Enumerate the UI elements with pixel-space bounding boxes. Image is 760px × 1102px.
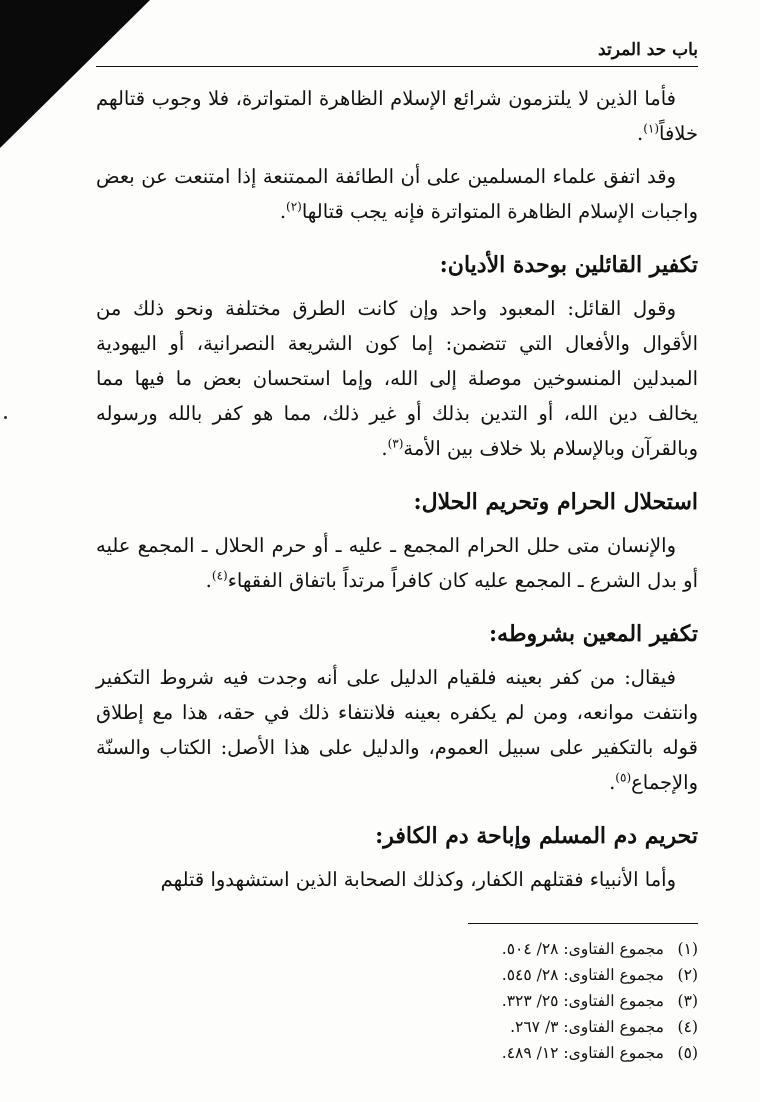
footnote-ref[interactable]: (١) [643, 121, 660, 136]
footnote-divider [468, 923, 698, 924]
footnote-ref[interactable]: (٥) [615, 770, 632, 785]
footnote-text: مجموع الفتاوى: ٢٨/ ٥٠٤. [501, 940, 664, 958]
paragraph: وأما الأنبياء فقتلهم الكفار، وكذلك الصحابة الذين استشهدوا قتلهم [160, 868, 676, 891]
book-page [96, 40, 698, 1066]
footnote-number: (١) [677, 940, 698, 958]
section-heading: تحريم دم المسلم وإباحة دم الكافر: [375, 823, 698, 849]
paragraph: فأما الذين لا يلتزمون شرائع الإسلام الظاهرة المتواترة، فلا وجوب قتالهم خلافاً$^{(١)}$. [96, 87, 698, 145]
footnote-item [96, 1040, 698, 1066]
footnote-item [96, 988, 698, 1014]
section-heading: تكفير المعين بشروطه: [489, 621, 698, 647]
paragraph: والإنسان متى حلل الحرام المجمع ـ عليه ـ أو حرم الحلال ـ المجمع عليه أو بدل الشرع ـ المجمع عليه كان كافراً مرتداً باتفاق الفقهاء$^{(٤)}$. [96, 534, 698, 592]
footnote-text: مجموع الفتاوى: ٢٨/ ٥٤٥. [501, 966, 664, 984]
section-intro [96, 81, 698, 229]
footnote-number: (٥) [677, 1044, 698, 1062]
paragraph: فيقال: من كفر بعينه فلقيام الدليل على أنه وجدت فيه شروط التكفير وانتفت موانعه، ومن لم يكفره بعينه فلانتفاء ذلك في حقه، هذا مع إطلاق قوله بالتكفير على سبيل العموم، والدليل على هذا الأصل: الكتاب والسنّة والإجماع$^{(٥)}$. [96, 666, 698, 794]
section-specific-takfir [96, 616, 698, 800]
footnote-text: مجموع الفتاوى: ١٢/ ٤٨٩. [501, 1044, 664, 1062]
footnote-ref[interactable]: (٣) [387, 436, 404, 451]
footnote-ref[interactable]: (٤) [211, 568, 228, 583]
paragraph: وقول القائل: المعبود واحد وإن كانت الطرق مختلفة ونحو ذلك من الأقوال والأفعال التي تتضمن: إما كون الشريعة النصرانية، أو اليهودية المبدلين المنسوخين موصلة إلى الله، وإما استحسان بعض ما فيها مما يخالف دين الله، أو التدين بذلك أو غير ذلك، مما هو كفر بالله ورسوله وبالقرآن وبالإسلام بلا خلاف بين الأمة$^{(٣)}$. [96, 297, 698, 460]
footnote-ref[interactable]: (٢) [286, 199, 302, 214]
footnote-text: مجموع الفتاوى: ٢٥/ ٣٢٣. [501, 992, 664, 1010]
scan-speck [4, 416, 7, 419]
footnotes-list [96, 936, 698, 1066]
footnote-item [96, 962, 698, 988]
footnote-number: (٢) [677, 966, 698, 984]
section-heading: استحلال الحرام وتحريم الحلال: [413, 489, 698, 515]
footnote-text: مجموع الفتاوى: ٣/ ٢٦٧. [510, 1018, 664, 1036]
footnote-number: (٣) [677, 992, 698, 1010]
section-heading: تكفير القائلين بوحدة الأديان: [439, 252, 698, 278]
footnote-item [96, 1014, 698, 1040]
running-header: باب حد المرتد [96, 40, 698, 67]
section-religions-unity [96, 247, 698, 466]
section-halal-haram [96, 484, 698, 598]
paragraph: وقد اتفق علماء المسلمين على أن الطائفة الممتنعة إذا امتنعت عن بعض واجبات الإسلام الظاهرة المتواترة فإنه يجب قتالها$^{(٢)}$. [96, 165, 698, 223]
section-blood-sanctity [96, 818, 698, 897]
footnote-number: (٤) [677, 1018, 698, 1036]
footnote-item [96, 936, 698, 962]
